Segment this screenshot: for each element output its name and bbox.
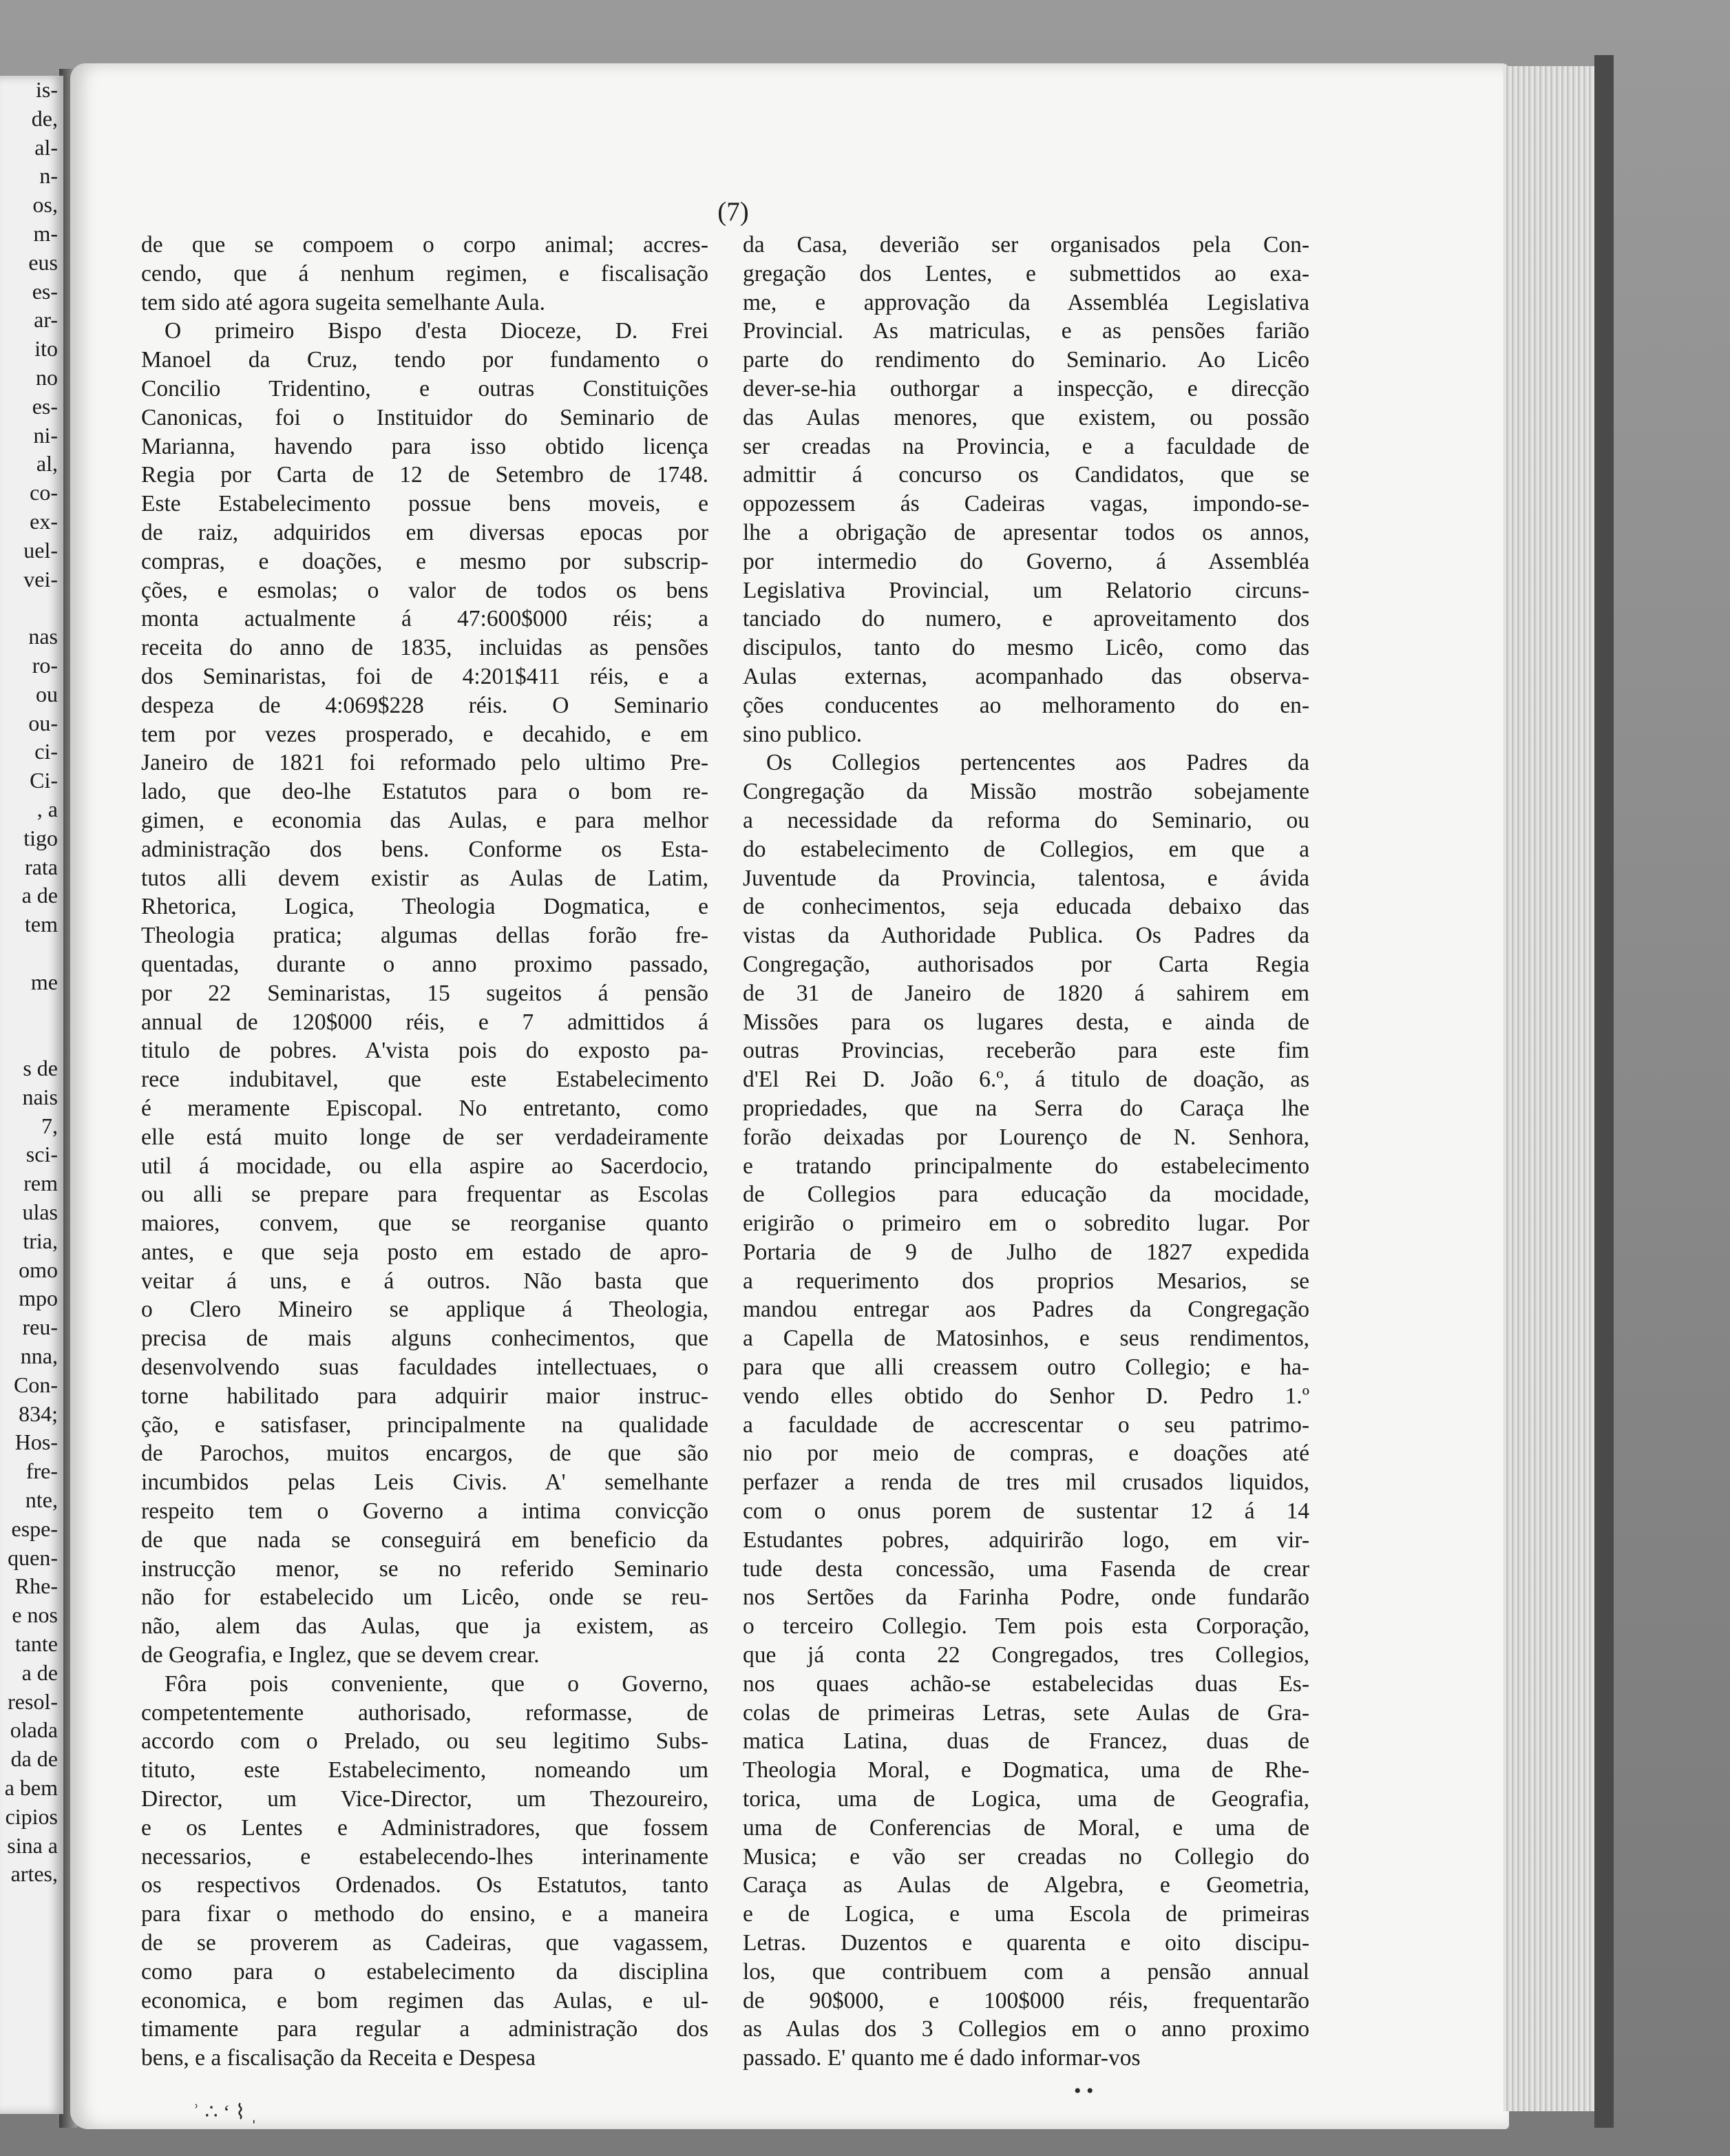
right-column-line: Aulas externas, acompanhado das observa-	[743, 663, 1309, 689]
left-page-edge-line: sina a	[7, 1832, 58, 1858]
book-cover-edge	[1594, 55, 1614, 2128]
right-column-line: sino publico.	[743, 721, 863, 747]
left-column-line: administração dos bens. Conforme os Esta-	[141, 836, 708, 862]
left-column-line: economica, e bom regimen das Aulas, e ul-	[141, 1987, 708, 2013]
left-page-edge-line: , a	[36, 796, 58, 821]
page-number: (7)	[717, 197, 749, 227]
left-column-line: tem sido até agora sugeita semelhante Aula.	[141, 289, 545, 315]
right-column-line: d'El Rei D. João 6.º, á titulo de doação, as	[743, 1067, 1309, 1093]
left-page-edge-line: tria,	[23, 1228, 58, 1253]
left-column-line: o Clero Mineiro se applique á Theologia,	[141, 1297, 708, 1323]
text-column-right	[743, 231, 1309, 2073]
right-column-line: a necessidade da reforma do Seminario, ou	[743, 807, 1309, 833]
left-column-line: como para o estabelecimento da disciplina	[141, 1958, 708, 1985]
left-column-line: Marianna, havendo para isso obtido licença	[141, 433, 708, 459]
left-page-edge-line: a de	[21, 1660, 58, 1685]
left-column-line: instrucção menor, se no referido Seminario	[141, 1556, 708, 1582]
ink-dots: • •	[1074, 2080, 1094, 2102]
left-page-edge-line: artes,	[10, 1861, 58, 1887]
left-column-line: Concilio Tridentino, e outras Constituições	[141, 375, 708, 401]
left-page-edge-line: espe-	[11, 1516, 58, 1541]
left-page-edge-line: a de	[21, 883, 58, 908]
right-column-line: ser creadas na Provincia, e a faculdade de	[743, 433, 1309, 459]
right-column-line: com o onus porem de sustentar 12 á 14	[743, 1498, 1309, 1525]
left-column-line: monta actualmente á 47:600$000 réis; a	[141, 606, 708, 632]
left-page-edge-line: nais	[22, 1084, 58, 1109]
left-column-line: compras, e doações, e mesmo por subscrip-	[141, 548, 708, 574]
left-column-line: bens, e a fiscalisação da Receita e Despesa	[141, 2045, 536, 2071]
right-column-line: Theologia Moral, e Dogmatica, uma de Rhe-	[743, 1757, 1309, 1783]
left-page-edge-line: sci-	[25, 1142, 58, 1167]
right-column-line: do estabelecimento de Collegios, em que a	[743, 836, 1309, 862]
right-column-line: nos Sertões da Farinha Podre, onde fundarão	[743, 1584, 1309, 1611]
right-column-line: de conhecimentos, seja educada debaixo das	[743, 894, 1309, 920]
right-column-line: forão deixadas por Lourenço de N. Senhora,	[743, 1124, 1309, 1150]
right-column-line: Caraça as Aulas de Algebra, e Geometria,	[743, 1872, 1309, 1898]
left-page-edge-line: ou	[36, 681, 58, 707]
left-column-line: Rhetorica, Logica, Theologia Dogmatica, e	[141, 894, 708, 920]
left-column-line: antes, e que seja posto em estado de apro-	[141, 1239, 708, 1265]
left-page-edge-line: es-	[32, 393, 58, 419]
left-column-line: ções, e esmolas; o valor de todos os bens	[141, 577, 708, 603]
right-column-line: vistas da Authoridade Publica. Os Padres da	[743, 923, 1309, 949]
left-column-line: ou alli se prepare para frequentar as Escolas	[141, 1182, 708, 1208]
right-column-line: Letras. Duzentos e quarenta e oito discipu-	[743, 1930, 1309, 1956]
left-page-edge-line: uel-	[23, 537, 58, 563]
left-page-edge-line: mpo	[19, 1286, 58, 1311]
right-column-line: que já conta 22 Congregados, tres Collegios,	[743, 1642, 1309, 1668]
left-column-line: despeza de 4:069$228 réis. O Seminario	[141, 692, 708, 718]
left-page-edge-line: n-	[39, 163, 58, 189]
right-column-line: Congregação, authorisados por Carta Regia	[743, 951, 1309, 977]
right-column-line: a Capella de Matosinhos, e seus rendimentos,	[743, 1326, 1309, 1352]
right-column-line: discipulos, tanto do mesmo Licêo, como das	[743, 635, 1309, 661]
right-column-line: propriedades, que na Serra do Caraça lhe	[743, 1095, 1309, 1121]
left-column-line: de que nada se conseguirá em beneficio da	[141, 1527, 708, 1553]
left-page-edge-line: Hos-	[14, 1430, 58, 1455]
left-page-edge-line: is-	[36, 77, 58, 102]
left-column-line: não for estabelecido um Licêo, onde se reu-	[141, 1584, 708, 1611]
left-column-line: util á mocidade, ou ella aspire ao Sacerdocio,	[141, 1153, 708, 1179]
left-page-edge-line: ulas	[22, 1200, 58, 1225]
left-column-line: incumbidos pelas Leis Civis. A' semelhante	[141, 1469, 708, 1496]
right-column-line: oppozessem ás Cadeiras vagas, impondo-se-	[743, 491, 1309, 517]
left-column-line: Fôra pois conveniente, que o Governo,	[165, 1671, 708, 1697]
left-page-edge-line: eus	[28, 249, 58, 275]
left-column-line: rece indubitavel, que este Estabelecimento	[141, 1067, 708, 1093]
left-page-edge-line: da de	[10, 1746, 58, 1772]
right-column-line: erigirão o primeiro em o sobredito lugar. Por	[743, 1211, 1309, 1237]
left-column-line: e os Lentes e Administradores, que fossem	[141, 1814, 708, 1841]
right-column-line: parte do rendimento do Seminario. Ao Licêo	[743, 347, 1309, 373]
left-page-edge-line: s de	[23, 1056, 58, 1081]
left-page-edge-line: co-	[30, 480, 58, 505]
right-column-line: tanciado do numero, e aproveitamento dos	[743, 606, 1309, 632]
right-column-line: Musica; e vão ser creadas no Collegio do	[743, 1843, 1309, 1870]
right-column-line: das Aulas menores, que existem, ou possão	[743, 404, 1309, 430]
left-column-line: cendo, que á nenhum regimen, e fiscalisação	[141, 260, 708, 286]
text-column-left	[141, 231, 708, 2073]
right-column-line: torica, uma de Logica, uma de Geografia,	[743, 1786, 1309, 1812]
left-column-line: de se proverem as Cadeiras, que vagassem,	[141, 1930, 708, 1956]
left-page-edge-line: ito	[34, 336, 58, 362]
left-page-edge-line	[0, 997, 63, 1026]
left-page-edge-line: Ci-	[30, 768, 58, 793]
left-page-edge-line: os,	[32, 192, 58, 218]
right-column-line: lhe a obrigação de apresentar todos os annos,	[743, 519, 1309, 545]
left-page-edge-line: nas	[28, 624, 58, 649]
left-column-line: os respectivos Ordenados. Os Estatutos, tanto	[141, 1872, 708, 1898]
right-column-line: Congregação da Missão mostrão sobejamente	[743, 779, 1309, 805]
left-column-line: desenvolvendo suas faculdades intellectuaes, o	[141, 1354, 708, 1381]
left-column-line: necessarios, e estabelecendo-lhes interinamente	[141, 1843, 708, 1870]
right-column-line: a requerimento dos proprios Mesarios, se	[743, 1268, 1309, 1294]
left-column-line: titulo de pobres. A'vista pois do exposto pa-	[141, 1038, 708, 1064]
left-column-line: de Parochos, muitos encargos, de que são	[141, 1441, 708, 1467]
left-column-line: gimen, e economia das Aulas, e para melhor	[141, 807, 708, 833]
left-column-line: precisa de mais alguns conhecimentos, que	[141, 1326, 708, 1352]
left-column-line: dos Seminaristas, foi de 4:201$411 réis, e a	[141, 663, 708, 689]
right-column-line: perfazer a renda de tres mil crusados liquidos,	[743, 1469, 1309, 1496]
left-column-line: Janeiro de 1821 foi reformado pelo ultimo Pre-	[141, 750, 708, 776]
right-column-line: de Collegios para educação da mocidade,	[743, 1182, 1309, 1208]
left-column-line: Director, um Vice-Director, um Thezoureiro,	[141, 1786, 708, 1812]
left-page-edge-line: 834;	[19, 1401, 58, 1426]
left-column-line: O primeiro Bispo d'esta Dioceze, D. Frei	[165, 318, 708, 344]
right-column-line: nio por meio de compras, e doações até	[743, 1441, 1309, 1467]
left-column-line: annual de 120$000 réis, e 7 admittidos á	[141, 1009, 708, 1035]
left-page-edge-line: es-	[32, 278, 58, 304]
left-column-line: receita do anno de 1835, incluidas as pensões	[141, 635, 708, 661]
left-page-edge-line: ro-	[32, 652, 58, 678]
right-column-line: colas de primeiras Letras, sete Aulas de Gra-	[743, 1699, 1309, 1726]
left-page-edge-line: cipios	[5, 1803, 58, 1829]
left-column-line: quentadas, durante o anno proximo passado,	[141, 951, 708, 977]
left-column-line: accordo com o Prelado, ou seu legitimo Subs-	[141, 1728, 708, 1755]
left-page-edge-line: ar-	[34, 307, 58, 333]
left-page-edge-line: tem	[25, 912, 58, 937]
left-page-edge-line: omo	[19, 1257, 58, 1282]
left-page-edge-line: Con-	[14, 1372, 58, 1397]
right-column-line: mandou entregar aos Padres da Congregação	[743, 1297, 1309, 1323]
left-column-line: Theologia pratica; algumas dellas forão fre-	[141, 923, 708, 949]
right-column-line: vendo elles obtido do Senhor D. Pedro 1.º	[743, 1383, 1309, 1409]
left-page-edge-line: de,	[31, 105, 58, 131]
left-column-line: elle está muito longe de ser verdadeiramente	[141, 1124, 708, 1150]
right-column-line: nos quaes achão-se estabelecidas duas Es-	[743, 1671, 1309, 1697]
right-column-line: as Aulas dos 3 Collegios em o anno proximo	[743, 2016, 1309, 2042]
right-column-line: para que alli creassem outro Collegio; e ha-	[743, 1354, 1309, 1381]
left-page-edge-line: ci-	[34, 739, 58, 764]
left-page-edge-line: rem	[23, 1171, 58, 1196]
left-column-line: maiores, convem, que se reorganise quanto	[141, 1211, 708, 1237]
left-column-line: respeito tem o Governo a intima convicção	[141, 1498, 708, 1525]
right-column-line: admittir á concurso os Candidatos, que se	[743, 462, 1309, 488]
left-page-edge-line: ni-	[33, 422, 58, 448]
left-page-edge-line: tante	[14, 1631, 58, 1657]
left-column-line: tituto, este Estabelecimento, nomeando um	[141, 1757, 708, 1783]
right-column-line: ções conducentes ao melhoramento do en-	[743, 692, 1309, 718]
left-page-edge-line: me	[30, 969, 58, 994]
right-column-line: e de Logica, e uma Escola de primeiras	[743, 1901, 1309, 1927]
left-column-line: é meramente Episcopal. No entretanto, como	[141, 1095, 708, 1121]
left-column-line: lado, que deo-lhe Estatutos para o bom re-	[141, 779, 708, 805]
left-page-edge-line: nte,	[25, 1487, 58, 1513]
right-column-line: tude desta concessão, uma Fasenda de crear	[743, 1556, 1309, 1582]
left-page-edge-line: fre-	[25, 1458, 58, 1484]
left-page-edge-line: rata	[25, 854, 58, 879]
left-column-line: veitar á uns, e á outros. Não basta que	[141, 1268, 708, 1294]
right-column-line: Provincial. As matriculas, e as pensões farião	[743, 318, 1309, 344]
left-page-edge-line: ou-	[28, 710, 58, 735]
left-column-line: tutos alli devem existir as Aulas de Latim,	[141, 865, 708, 891]
left-column-line: de Geografia, e Inglez, que se devem crear.	[141, 1642, 540, 1668]
left-page-edge-text	[0, 76, 63, 1889]
left-page-fragment	[0, 76, 63, 2114]
ink-marks: ʾ ∴ ʻ ⌇ ˌ	[193, 2101, 257, 2124]
right-column-line: a faculdade de accrescentar o seu patrimo-	[743, 1412, 1309, 1438]
left-page-edge-line: 7,	[41, 1113, 58, 1138]
left-page-edge-line: al-	[34, 134, 58, 160]
right-column-line: por intermedio do Governo, á Assembléa	[743, 548, 1309, 574]
left-column-line: Canonicas, foi o Instituidor do Seminario de	[141, 404, 708, 430]
left-page-edge-line: tigo	[23, 825, 58, 850]
right-column-line: outras Provincias, receberão para este fim	[743, 1038, 1309, 1064]
left-page-edge-line	[0, 1025, 63, 1054]
right-column-line: e tratando principalmente do estabelecimento	[743, 1153, 1309, 1179]
left-page-edge-line: e nos	[12, 1602, 58, 1628]
right-column-line: passado. E' quanto me é dado informar-vos	[743, 2045, 1141, 2071]
left-page-edge-line	[0, 939, 63, 968]
left-page-edge-line: m-	[33, 220, 58, 246]
left-column-line: tem por vezes prosperado, e decahido, e em	[141, 721, 708, 747]
left-column-line: torne habilitado para adquirir maior instruc-	[141, 1383, 708, 1409]
page-edge-stack	[1504, 66, 1601, 2111]
right-column-line: de 31 de Janeiro de 1820 á sahirem em	[743, 980, 1309, 1006]
left-page-edge-line	[0, 594, 63, 622]
right-column-line: matica Latina, duas de Francez, duas de	[743, 1728, 1309, 1755]
right-column-line: gregação dos Lentes, e submettidos ao exa-	[743, 260, 1309, 286]
left-page-edge-line: al,	[36, 451, 58, 477]
right-column-line: me, e approvação da Assembléa Legislativa	[743, 289, 1309, 315]
left-page-edge-line: vei-	[23, 566, 58, 592]
left-column-line: de raiz, adquiridos em diversas epocas por	[141, 519, 708, 545]
left-column-line: Manoel da Cruz, tendo por fundamento o	[141, 347, 708, 373]
right-column-line: Legislativa Provincial, um Relatorio circuns-	[743, 577, 1309, 603]
left-column-line: Regia por Carta de 12 de Setembro de 1748.	[141, 462, 708, 488]
right-column-line: de 90$000, e 100$000 réis, frequentarão	[743, 1987, 1309, 2013]
left-page-edge-line: resol-	[8, 1688, 58, 1714]
right-column-line: da Casa, deverião ser organisados pela Con-	[743, 232, 1309, 258]
right-column-line: Os Collegios pertencentes aos Padres da	[766, 750, 1309, 776]
left-page-edge-line: Rhe-	[14, 1573, 58, 1599]
left-column-line: competentemente authorisado, reformasse, de	[141, 1699, 708, 1726]
left-column-line: Este Estabelecimento possue bens moveis, e	[141, 491, 708, 517]
left-page-edge-line: nna,	[20, 1343, 58, 1369]
left-page-edge-line: a bem	[4, 1775, 58, 1801]
right-column-line: Missões para os lugares desta, e ainda de	[743, 1009, 1309, 1035]
left-page-edge-line: reu-	[22, 1315, 58, 1340]
right-column-line: Estudantes pobres, adquirirão logo, em vir-	[743, 1527, 1309, 1553]
left-page-edge-line: olada	[10, 1717, 58, 1743]
right-column-line: dever-se-hia outhorgar a inspecção, e direcção	[743, 375, 1309, 401]
left-page-edge-line: quen-	[8, 1545, 58, 1570]
right-column-line: Juventude da Provincia, talentosa, e ávida	[743, 865, 1309, 891]
left-column-line: timamente para regular a administração dos	[141, 2016, 708, 2042]
left-page-edge-line: no	[36, 364, 58, 390]
right-column-line: Portaria de 9 de Julho de 1827 expedida	[743, 1239, 1309, 1265]
left-page-edge-line: ex-	[30, 508, 58, 534]
left-column-line: para fixar o methodo do ensino, e a maneira	[141, 1901, 708, 1927]
left-column-line: ção, e satisfaser, principalmente na qualidade	[141, 1412, 708, 1438]
left-column-line: de que se compoem o corpo animal; accres-	[141, 232, 708, 258]
right-column-line: los, que contribuem com a pensão annual	[743, 1958, 1309, 1985]
right-column-line: uma de Conferencias de Moral, e uma de	[743, 1814, 1309, 1841]
left-column-line: por 22 Seminaristas, 15 sugeitos á pensão	[141, 980, 708, 1006]
right-column-line: o terceiro Collegio. Tem pois esta Corporação,	[743, 1613, 1309, 1640]
left-column-line: não, alem das Aulas, que ja existem, as	[141, 1613, 708, 1640]
